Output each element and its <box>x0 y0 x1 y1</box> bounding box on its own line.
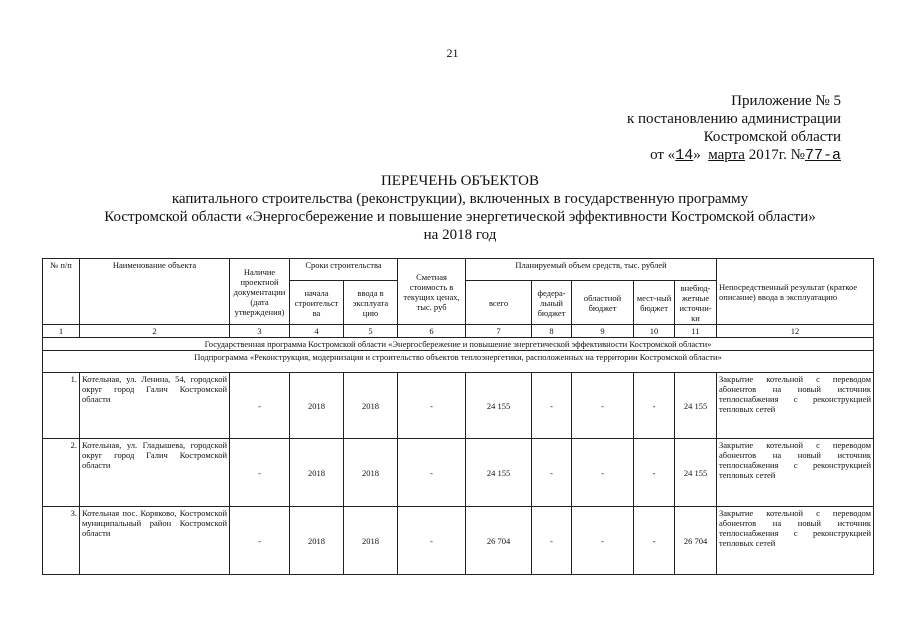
title-line-2: капитального строительства (реконструкции), включенных в государственную программу <box>171 191 749 207</box>
objects-table <box>42 258 874 575</box>
date-month: марта <box>708 147 745 163</box>
row-num: 2. <box>43 439 80 507</box>
row-num: 3. <box>43 507 80 575</box>
row-total: 24 155 <box>466 373 532 439</box>
appendix-date-line <box>541 146 841 165</box>
header-federal: федера-льный бюджет <box>532 281 572 325</box>
row-total: 26 704 <box>466 507 532 575</box>
header-num: № п/п <box>43 259 80 325</box>
date-year: 2017г. № <box>748 147 805 163</box>
row-result: Закрытие котельной с переводом абонентов на новый источник теплоснабжения с реконструкцией тепловых сетей <box>717 439 874 507</box>
title-line-4: на 2018 год <box>423 227 497 243</box>
decree-number: 77-а <box>804 147 841 164</box>
header-offbudget: внебюд-жетные источни-ки <box>675 281 717 325</box>
appendix-title: Приложение № 5 <box>731 93 841 109</box>
table-row <box>43 507 874 575</box>
row-regional: - <box>572 507 634 575</box>
row-docs: - <box>230 373 290 439</box>
row-cost: - <box>398 507 466 575</box>
appendix-region: Костромской области <box>703 129 841 145</box>
header-name: Наименование объекта <box>80 259 230 325</box>
date-prefix: от « <box>650 147 676 163</box>
row-docs: - <box>230 507 290 575</box>
row-docs: - <box>230 439 290 507</box>
row-cost: - <box>398 373 466 439</box>
header-terms: Сроки строительства <box>290 259 398 281</box>
row-local: - <box>634 373 675 439</box>
col-number: 6 <box>398 325 466 338</box>
col-number: 2 <box>80 325 230 338</box>
subprogram-row: Подпрограмма «Реконструкция, модернизация и строительство объектов теплоэнергетики, расположенных на территории Костромской области» <box>43 351 874 373</box>
col-number: 10 <box>634 325 675 338</box>
row-local: - <box>634 507 675 575</box>
row-name: Котельная, ул. Ленина, 54, городской округ город Галич Костромской области <box>80 373 230 439</box>
col-number: 7 <box>466 325 532 338</box>
appendix-header <box>541 92 841 165</box>
date-mid: » <box>693 147 701 163</box>
row-name: Котельная пос. Коряково, Костромской муниципальный район Костромской области <box>80 507 230 575</box>
date-day: 14 <box>675 147 694 164</box>
header-local: мест-ный бюджет <box>634 281 675 325</box>
col-number: 11 <box>675 325 717 338</box>
header-result: Непосредственный результат (краткое описание) ввода в эксплуатацию <box>717 259 874 325</box>
row-offbudget: 24 155 <box>675 439 717 507</box>
title-line-1: ПЕРЕЧЕНЬ ОБЪЕКТОВ <box>380 173 540 189</box>
document-title <box>60 172 860 244</box>
col-number: 5 <box>344 325 398 338</box>
col-number: 1 <box>43 325 80 338</box>
table-row <box>43 439 874 507</box>
row-offbudget: 26 704 <box>675 507 717 575</box>
row-commission: 2018 <box>344 507 398 575</box>
row-local: - <box>634 439 675 507</box>
row-num: 1. <box>43 373 80 439</box>
row-cost: - <box>398 439 466 507</box>
col-number: 3 <box>230 325 290 338</box>
program-row: Государственная программа Костромской области «Энергосбережение и повышение энергетической эффективности Костромской области» <box>43 338 874 351</box>
row-result: Закрытие котельной с переводом абонентов на новый источник теплоснабжения с реконструкцией тепловых сетей <box>717 373 874 439</box>
row-commission: 2018 <box>344 439 398 507</box>
header-total: всего <box>466 281 532 325</box>
page-number: 21 <box>446 46 459 60</box>
row-result: Закрытие котельной с переводом абонентов на новый источник теплоснабжения с реконструкцией тепловых сетей <box>717 507 874 575</box>
appendix-reference: к постановлению администрации <box>626 111 841 127</box>
row-federal: - <box>532 507 572 575</box>
row-commission: 2018 <box>344 373 398 439</box>
row-federal: - <box>532 373 572 439</box>
row-regional: - <box>572 439 634 507</box>
row-total: 24 155 <box>466 439 532 507</box>
row-federal: - <box>532 439 572 507</box>
header-commission: ввода в эксплуата цию <box>344 281 398 325</box>
title-line-3: Костромской области «Энергосбережение и повышение энергетической эффективности Костромской области» <box>104 209 816 225</box>
header-regional: областной бюджет <box>572 281 634 325</box>
row-regional: - <box>572 373 634 439</box>
col-number: 12 <box>717 325 874 338</box>
header-planned: Планируемый объем средств, тыс. рублей <box>466 259 717 281</box>
header-docs: Наличие проектной документации (дата утверждения) <box>230 259 290 325</box>
row-start: 2018 <box>290 373 344 439</box>
header-start: начала строительст ва <box>290 281 344 325</box>
header-cost: Сметная стоимость в текущих ценах, тыс. руб <box>398 259 466 325</box>
row-start: 2018 <box>290 507 344 575</box>
column-numbers-row <box>43 325 874 338</box>
table-row <box>43 373 874 439</box>
row-name: Котельная, ул. Гладышева, городской округ город Галич Костромской области <box>80 439 230 507</box>
col-number: 9 <box>572 325 634 338</box>
col-number: 8 <box>532 325 572 338</box>
row-start: 2018 <box>290 439 344 507</box>
row-offbudget: 24 155 <box>675 373 717 439</box>
col-number: 4 <box>290 325 344 338</box>
